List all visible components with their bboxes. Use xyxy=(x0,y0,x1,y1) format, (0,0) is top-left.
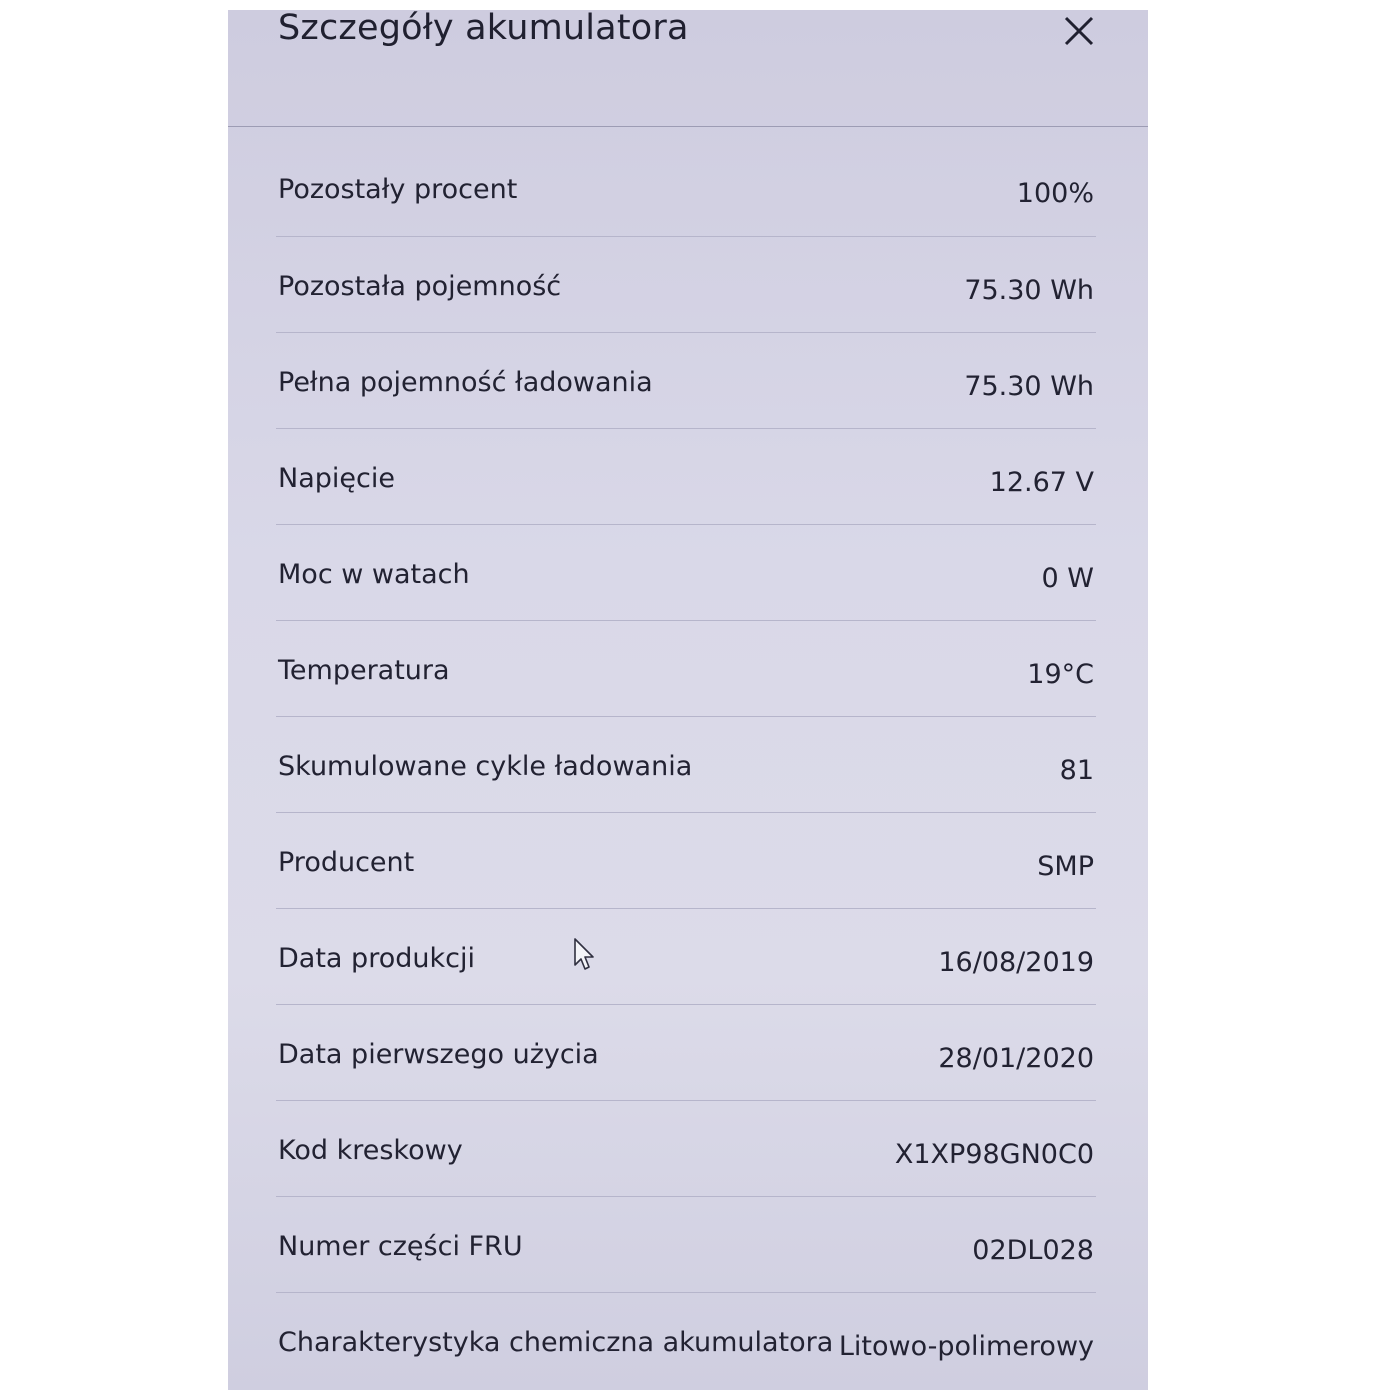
panel-title: Szczegóły akumulatora xyxy=(278,10,689,48)
detail-value: 12.67 V xyxy=(989,467,1094,498)
detail-label: Producent xyxy=(278,847,415,878)
battery-details-panel xyxy=(228,10,1148,1390)
detail-label: Temperatura xyxy=(278,655,450,686)
detail-row-manufacturer xyxy=(276,812,1096,908)
mouse-pointer-icon xyxy=(573,938,597,972)
detail-value: 100% xyxy=(1016,178,1094,209)
close-icon xyxy=(1054,10,1100,56)
detail-row-remaining-percent xyxy=(276,140,1096,236)
detail-label: Pełna pojemność ładowania xyxy=(278,367,653,398)
detail-label: Data produkcji xyxy=(278,943,475,974)
detail-row-cycle-count xyxy=(276,716,1096,812)
detail-value: 28/01/2020 xyxy=(938,1043,1094,1074)
detail-row-full-charge-capacity xyxy=(276,332,1096,428)
detail-label: Moc w watach xyxy=(278,559,470,590)
detail-value: 81 xyxy=(1059,755,1094,786)
detail-value: 75.30 Wh xyxy=(964,371,1094,402)
detail-row-fru-part-number xyxy=(276,1196,1096,1292)
detail-row-wattage xyxy=(276,524,1096,620)
detail-value: Litowo-polimerowy xyxy=(838,1331,1094,1362)
detail-label: Kod kreskowy xyxy=(278,1135,463,1166)
detail-value: 0 W xyxy=(1041,563,1094,594)
detail-label: Data pierwszego użycia xyxy=(278,1039,599,1070)
panel-header xyxy=(228,10,1148,127)
detail-row-manufacture-date xyxy=(276,908,1096,1004)
close-button[interactable] xyxy=(1054,10,1100,56)
detail-label: Numer części FRU xyxy=(278,1231,523,1262)
detail-value: 16/08/2019 xyxy=(938,947,1094,978)
detail-row-barcode xyxy=(276,1100,1096,1196)
detail-value: 02DL028 xyxy=(972,1235,1094,1266)
detail-row-voltage xyxy=(276,428,1096,524)
detail-value: SMP xyxy=(1037,851,1094,882)
detail-row-temperature xyxy=(276,620,1096,716)
detail-label: Pozostała pojemność xyxy=(278,271,562,302)
details-list xyxy=(276,140,1096,1388)
detail-label: Charakterystyka chemiczna akumulatora xyxy=(278,1327,834,1358)
detail-row-first-use-date xyxy=(276,1004,1096,1100)
detail-row-battery-chemistry xyxy=(276,1292,1096,1388)
detail-row-remaining-capacity xyxy=(276,236,1096,332)
detail-label: Skumulowane cykle ładowania xyxy=(278,751,693,782)
detail-label: Pozostały procent xyxy=(278,174,518,205)
detail-value: X1XP98GN0C0 xyxy=(894,1139,1094,1170)
detail-value: 19°C xyxy=(1027,659,1094,690)
detail-label: Napięcie xyxy=(278,463,395,494)
detail-value: 75.30 Wh xyxy=(964,275,1094,306)
